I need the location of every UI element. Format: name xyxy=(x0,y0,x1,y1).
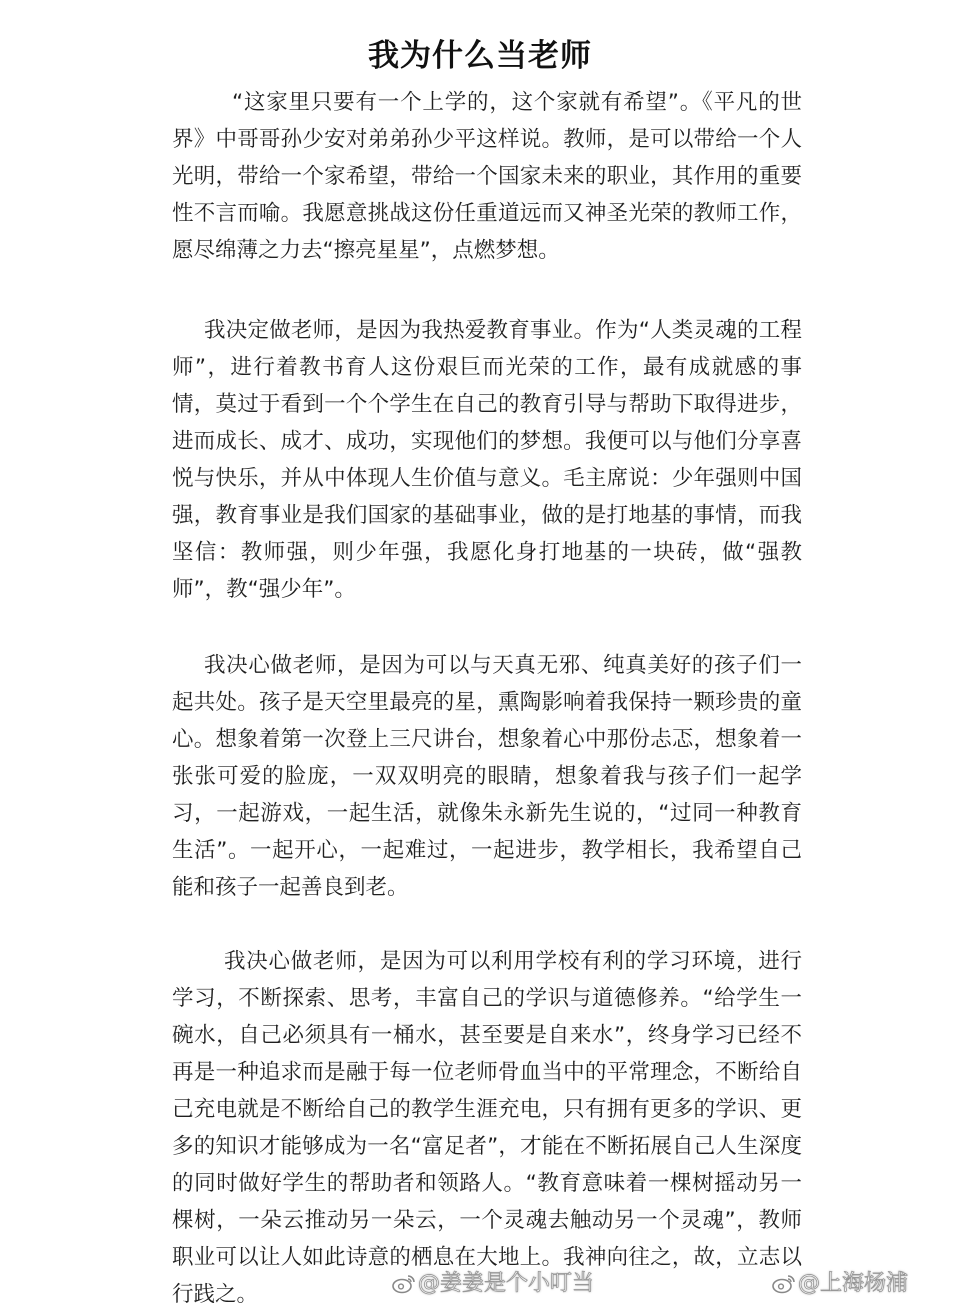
paragraph-1: “这家里只要有一个上学的，这个家就有希望”。《平凡的世界》中哥哥孙少安对弟弟孙少平这样说。教师，是可以带给一个人光明，带给一个家希望，带给一个国家未来的职业，其作用的重要性不言而喻。我愿意挑战这份任重道远而又神圣光荣的教师工作，愿尽绵薄之力去“擦亮星星”，点燃梦想。 xyxy=(172,90,802,263)
watermark-author-text: @姜姜是个小叮当 xyxy=(418,1271,595,1296)
weibo-logo-icon xyxy=(392,1274,416,1294)
document-title: 我为什么当老师 xyxy=(368,38,592,74)
paragraph-4: 我决心做老师，是因为可以利用学校有利的学习环境，进行学习，不断探索、思考，丰富自己的学识与道德修养。“给学生一碗水，自己必须具有一桶水，甚至要是自来水”，终身学习已经不再是一种追求而是融于每一位老师骨血当中的平常理念，不断给自己充电就是不断给自己的教学生涯充电，只有拥有更多的学识、更多的知识才能够成为一名“富足者”，才能在不断拓展自己人生深度的同时做好学生的帮助者和领路人。“教育意味着一棵树摇动另一棵树，一朵云推动另一朵云，一个灵魂去触动另一个灵魂”，教师职业可以让人如此诗意的栖息在大地上。我神向往之，故，立志以行践之。 xyxy=(172,949,802,1307)
watermark-author xyxy=(392,1266,594,1297)
paragraph-3: 我决心做老师，是因为可以与天真无邪、纯真美好的孩子们一起共处。孩子是天空里最亮的星，熏陶影响着我保持一颗珍贵的童心。想象着第一次登上三尺讲台，想象着心中那份忐忑，想象着一张张可爱的脸庞，一双双明亮的眼睛，想象着我与孩子们一起学习，一起游戏，一起生活，就像朱永新先生说的，“过同一种教育生活”。一起开心，一起难过，一起进步，教学相长，我希望自己能和孩子一起善良到老。 xyxy=(172,653,802,900)
watermark-source-text: @上海杨浦 xyxy=(798,1271,909,1296)
watermark-bar xyxy=(0,1266,960,1306)
watermark-source xyxy=(772,1266,908,1297)
paragraph-2: 我决定做老师，是因为我热爱教育事业。作为“人类灵魂的工程师”，进行着教书育人这份艰巨而光荣的工作，最有成就感的事情，莫过于看到一个个学生在自己的教育引导与帮助下取得进步，进而成长、成才、成功，实现他们的梦想。我便可以与他们分享喜悦与快乐，并从中体现人生价值与意义。毛主席说：少年强则中国强，教育事业是我们国家的基础事业，做的是打地基的事情，而我坚信：教师强，则少年强，我愿化身打地基的一块砖，做“强教师”，教“强少年”。 xyxy=(172,318,802,602)
weibo-logo-icon xyxy=(772,1274,796,1294)
